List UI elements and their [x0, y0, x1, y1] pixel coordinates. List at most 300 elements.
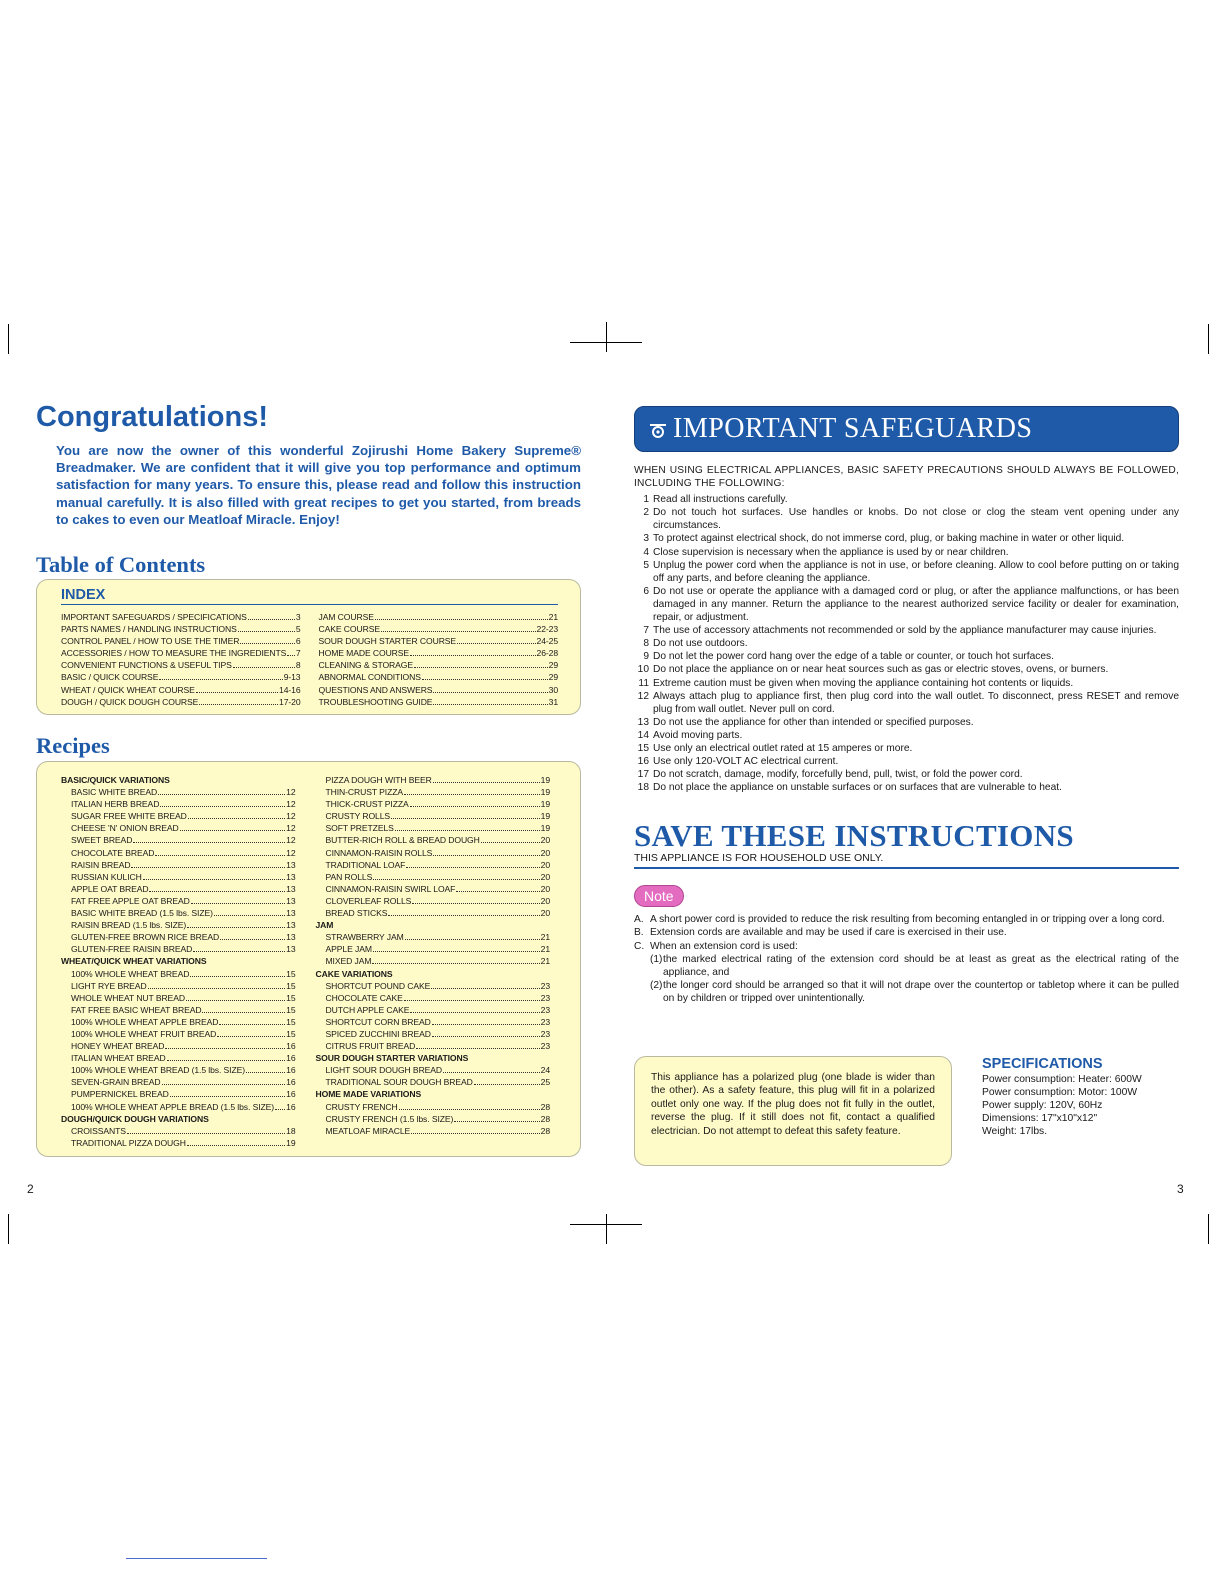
toc-page-number: 15: [286, 980, 296, 991]
toc-dot-leader: [219, 1024, 285, 1025]
specifications-list: [982, 1073, 1182, 1138]
toc-page-number: 13: [286, 920, 296, 931]
toc-entry-title: APPLE JAM: [325, 944, 372, 955]
save-instructions-title: SAVE THESE INSTRUCTIONS: [634, 818, 1074, 854]
toc-entry-title: GLUTEN-FREE RAISIN BREAD: [71, 944, 193, 955]
toc-entry-title: THICK-CRUST PIZZA: [325, 799, 409, 810]
toc-entry: [316, 1004, 551, 1016]
toc-dot-leader: [404, 794, 540, 795]
toc-page-number: 13: [286, 859, 296, 870]
safeguard-text: The use of accessory attachments not recommended or sold by the appliance manufacturer may cause injuries.: [653, 625, 1157, 637]
toc-page-number: 21: [540, 932, 550, 943]
toc-page-number: 16: [286, 1101, 296, 1112]
toc-dot-leader: [373, 879, 539, 880]
toc-entry: [316, 1064, 551, 1076]
toc-entry: [61, 907, 296, 919]
toc-entry: [61, 786, 296, 798]
toc-entry: [319, 659, 559, 671]
toc-dot-leader: [275, 1109, 285, 1110]
safeguard-text: Close supervision is necessary when the appliance is used by or near children.: [653, 546, 1009, 558]
toc-page-number: 23: [540, 1016, 550, 1027]
toc-page-number: 22-23: [536, 624, 558, 635]
toc-page-number: 15: [286, 968, 296, 979]
toc-entry: [319, 635, 559, 647]
toc-entry-title: PARTS NAMES / HANDLING INSTRUCTIONS: [61, 624, 237, 635]
toc-entry: [316, 943, 551, 955]
toc-entry-title: CHOCOLATE BREAD: [71, 847, 155, 858]
toc-dot-leader: [456, 891, 539, 892]
note-item: B. Extension cords are available and may be used if care is exercised in their use.: [634, 926, 1179, 939]
toc-entry-title: PIZZA DOUGH WITH BEER: [325, 775, 432, 786]
toc-entry: [319, 684, 559, 696]
toc-dot-leader: [395, 830, 540, 831]
toc-entry-title: PUMPERNICKEL BREAD: [71, 1089, 169, 1100]
toc-entry-title: MIXED JAM: [325, 956, 372, 967]
specifications-title: SPECIFICATIONS: [982, 1056, 1103, 1072]
toc-entry: [316, 1076, 551, 1088]
zojirushi-logo-icon: [647, 418, 669, 440]
toc-dot-leader: [220, 939, 285, 940]
safeguards-banner: [634, 406, 1179, 452]
toc-entry-title: TRADITIONAL PIZZA DOUGH: [71, 1137, 186, 1148]
safeguard-item: [634, 742, 1179, 755]
toc-dot-leader: [416, 1048, 539, 1049]
toc-dot-leader: [191, 903, 285, 904]
crop-mark: [8, 324, 9, 354]
toc-page-number: 29: [548, 660, 558, 671]
toc-dot-leader: [238, 631, 295, 632]
toc-entry: [316, 859, 551, 871]
note-b: Extension cords are available and may be used if care is exercised in their use.: [650, 927, 1007, 939]
safeguard-number: 6: [643, 585, 649, 597]
toc-entry-title: 100% WHOLE WHEAT APPLE BREAD: [71, 1016, 219, 1027]
toc-page-number: 13: [286, 908, 296, 919]
toc-page-number: 25: [540, 1077, 550, 1088]
toc-dot-leader: [474, 1084, 540, 1085]
toc-entry-title: JAM: [315, 920, 334, 931]
safeguards-title: IMPORTANT SAFEGUARDS: [673, 413, 1033, 444]
toc-entry-title: RAISIN BREAD (1.5 lbs. SIZE): [71, 920, 187, 931]
toc-entry-title: CRUSTY FRENCH (1.5 lbs. SIZE): [325, 1113, 454, 1124]
toc-page-number: 7: [295, 648, 301, 659]
toc-entry-title: GLUTEN-FREE BROWN RICE BREAD: [71, 932, 220, 943]
toc-entry: [61, 684, 301, 696]
safeguard-number: 4: [643, 546, 649, 558]
toc-entry-title: PAN ROLLS: [325, 871, 373, 882]
safeguard-number: 17: [637, 769, 649, 781]
toc-entry-title: BASIC WHITE BREAD (1.5 lbs. SIZE): [71, 908, 213, 919]
toc-page-number: 21: [548, 612, 558, 623]
toc-entry: [316, 1125, 551, 1137]
safeguard-item: [634, 663, 1179, 676]
toc-dot-leader: [248, 619, 295, 620]
toc-dot-leader: [133, 842, 285, 843]
toc-entry: [61, 883, 296, 895]
toc-dot-leader: [233, 667, 295, 668]
toc-dot-leader: [131, 867, 285, 868]
toc-dot-leader: [433, 782, 540, 783]
toc-dot-leader: [433, 692, 547, 693]
toc-entry-title: ACCESSORIES / HOW TO MEASURE THE INGREDIENTS: [61, 648, 287, 659]
toc-entry-title: TRADITIONAL LOAF: [325, 859, 406, 870]
toc-entry-title: TRADITIONAL SOUR DOUGH BREAD: [325, 1077, 473, 1088]
toc-entry-title: SHORTCUT CORN BREAD: [325, 1016, 431, 1027]
safeguard-item: [634, 532, 1179, 545]
safeguard-item: [634, 729, 1179, 742]
toc-page-number: 28: [540, 1101, 550, 1112]
safeguard-item: [634, 637, 1179, 650]
note-c2: the longer cord should be arranged so that it will not drape over the countertop or tabletop where it can be pulled on by children or tripped over unintentionally.: [663, 979, 1179, 1004]
toc-page-number: 16: [286, 1053, 296, 1064]
toc-dot-leader: [422, 679, 548, 680]
toc-dot-leader: [196, 692, 278, 693]
safeguard-text: Unplug the power cord when the appliance is not in use, or before cleaning. Allow to cool before putting on or taking off any parts, and before cleaning the appliance.: [653, 559, 1179, 584]
toc-entry-title: SHORTCUT POUND CAKE: [325, 980, 431, 991]
toc-dot-leader: [433, 704, 547, 705]
note-c: When an extension cord is used:: [650, 940, 798, 952]
toc-entry-title: IMPORTANT SAFEGUARDS / SPECIFICATIONS: [61, 612, 247, 623]
toc-entry: [61, 980, 296, 992]
toc-entry-title: THIN-CRUST PIZZA: [325, 787, 403, 798]
toc-page-number: 12: [286, 835, 296, 846]
safeguard-item: [634, 690, 1179, 716]
toc-entry-title: DOUGH / QUICK DOUGH COURSE: [61, 696, 199, 707]
toc-page-number: 20: [540, 859, 550, 870]
safeguard-number: 12: [637, 690, 649, 702]
toc-page-number: 23: [540, 980, 550, 991]
toc-entry-title: SOUR DOUGH STARTER VARIATIONS: [315, 1053, 469, 1064]
safeguard-text: Do not touch hot surfaces. Use handles or knobs. Do not close or clog the steam vent opening under any circumstances.: [653, 507, 1179, 532]
safeguard-item: [634, 506, 1179, 532]
toc-entry: [316, 931, 551, 943]
toc-dot-leader: [457, 643, 535, 644]
toc-dot-leader: [404, 1000, 540, 1001]
safeguard-text: Use only 120-VOLT AC electrical current.: [653, 756, 839, 768]
page-number-left: 2: [27, 1182, 34, 1196]
toc-page-number: 5: [295, 624, 301, 635]
toc-dot-leader: [158, 794, 285, 795]
toc-entry: [61, 810, 296, 822]
toc-dot-leader: [240, 643, 294, 644]
toc-dot-leader: [199, 704, 278, 705]
left-page: [36, 400, 581, 1157]
toc-page-number: 16: [286, 1041, 296, 1052]
toc-entry: [61, 859, 296, 871]
toc-entry: [316, 1028, 551, 1040]
index-right-column: [319, 611, 559, 708]
toc-page-number: 20: [540, 835, 550, 846]
toc-entry-title: ABNORMAL CONDITIONS: [318, 672, 421, 683]
spec-line: Dimensions: 17"x10"x12": [982, 1113, 1098, 1125]
toc-page-number: 18: [286, 1125, 296, 1136]
toc-page-number: 19: [540, 811, 550, 822]
toc-dot-leader: [410, 1012, 539, 1013]
toc-dot-leader: [431, 988, 539, 989]
safeguard-text: Do not scratch, damage, modify, forcefully bend, pull, twist, or fold the power cord.: [653, 769, 1023, 781]
toc-entry: [61, 798, 296, 810]
toc-page-number: 13: [286, 944, 296, 955]
toc-entry-title: CRUSTY FRENCH: [325, 1101, 398, 1112]
toc-dot-leader: [202, 1012, 285, 1013]
toc-page-number: 13: [286, 871, 296, 882]
toc-entry: [316, 1040, 551, 1052]
toc-page-number: 24-25: [536, 636, 558, 647]
toc-entry-title: BASIC / QUICK COURSE: [61, 672, 159, 683]
toc-dot-leader: [186, 1000, 285, 1001]
toc-entry: [319, 696, 559, 708]
toc-entry-title: SPICED ZUCCHINI BREAD: [325, 1028, 431, 1039]
recipes-title: Recipes: [36, 733, 110, 759]
safeguards-list: [634, 493, 1179, 794]
toc-entry-title: HONEY WHEAT BREAD: [71, 1041, 165, 1052]
toc-entry-title: APPLE OAT BREAD: [71, 883, 149, 894]
toc-entry-title: CAKE VARIATIONS: [315, 968, 393, 979]
index-left-column: [61, 611, 301, 708]
toc-page-number: 13: [286, 895, 296, 906]
safeguard-number: 11: [638, 677, 649, 689]
safety-intro: WHEN USING ELECTRICAL APPLIANCES, BASIC SAFETY PRECAUTIONS SHOULD ALWAYS BE FOLLOWED, INCLUDING THE FOLLOWING:: [634, 465, 1179, 490]
toc-page-number: 19: [540, 787, 550, 798]
safeguard-text: To protect against electrical shock, do not immerse cord, plug, or baking machine in water or other liquid.: [653, 533, 1125, 545]
toc-page-number: 21: [540, 944, 550, 955]
safeguard-text: Do not use the appliance for other than intended or specified purposes.: [653, 716, 974, 728]
toc-dot-leader: [412, 903, 539, 904]
toc-entry: [61, 647, 301, 659]
toc-dot-leader: [414, 667, 548, 668]
toc-entry-title: DOUGH/QUICK DOUGH VARIATIONS: [61, 1113, 209, 1124]
toc-title: Table of Contents: [36, 552, 206, 578]
spec-line: Power consumption: Motor: 100W: [982, 1087, 1138, 1099]
toc-dot-leader: [165, 1048, 285, 1049]
toc-dot-leader: [287, 655, 295, 656]
polarized-plug-box: [634, 1056, 952, 1166]
toc-section-heading: [316, 968, 551, 980]
toc-entry-title: FAT FREE APPLE OAT BREAD: [71, 895, 190, 906]
toc-entry: [316, 871, 551, 883]
toc-entry: [319, 611, 559, 623]
toc-entry: [316, 834, 551, 846]
toc-dot-leader: [155, 855, 285, 856]
toc-entry: [61, 1125, 296, 1137]
toc-entry: [61, 871, 296, 883]
toc-dot-leader: [433, 855, 539, 856]
toc-page-number: 15: [286, 992, 296, 1003]
safeguard-text: Do not use outdoors.: [653, 638, 748, 650]
toc-page-number: 16: [286, 1065, 296, 1076]
toc-section-heading: [316, 919, 551, 931]
toc-entry-title: CRUSTY ROLLS: [325, 811, 391, 822]
toc-page-number: 23: [540, 1028, 550, 1039]
safeguard-item: [634, 559, 1179, 585]
toc-entry: [61, 847, 296, 859]
toc-page-number: 12: [286, 823, 296, 834]
toc-dot-leader: [411, 1133, 539, 1134]
toc-entry: [61, 1064, 296, 1076]
toc-entry: [61, 671, 301, 683]
spec-line: Power supply: 120V, 60Hz: [982, 1100, 1103, 1112]
toc-entry-title: 100% WHOLE WHEAT BREAD: [71, 968, 190, 979]
note-badge: Note: [634, 885, 684, 907]
toc-entry-title: WHEAT/QUICK WHEAT VARIATIONS: [61, 956, 207, 967]
right-page: [634, 406, 1179, 1138]
toc-entry-title: BASIC WHITE BREAD: [71, 787, 158, 798]
toc-page-number: 19: [540, 799, 550, 810]
toc-entry: [316, 1113, 551, 1125]
safeguard-text: Do not place the appliance on or near heat sources such as gas or electric stoves, ovens, or burners.: [653, 664, 1109, 676]
toc-dot-leader: [190, 976, 285, 977]
toc-page-number: 14-16: [279, 684, 301, 695]
toc-entry: [316, 1016, 551, 1028]
note-c1: the marked electrical rating of the extension cord should be at least as great as the electrical rating of the appliance, and: [663, 953, 1179, 978]
note-item: A. A short power cord is provided to reduce the risk resulting from becoming entangled in or tripping over a long cord.: [634, 913, 1179, 926]
toc-entry-title: 100% WHOLE WHEAT APPLE BREAD (1.5 lbs. SIZE): [71, 1101, 275, 1112]
toc-dot-leader: [160, 806, 285, 807]
toc-entry-title: ITALIAN HERB BREAD: [71, 799, 160, 810]
toc-dot-leader: [246, 1072, 285, 1073]
note-list: [634, 913, 1179, 1005]
safeguard-number: 8: [643, 638, 649, 650]
safeguard-item: [634, 755, 1179, 768]
toc-section-heading: [61, 955, 296, 967]
toc-entry: [319, 671, 559, 683]
toc-entry: [61, 1076, 296, 1088]
toc-entry-title: SEVEN-GRAIN BREAD: [71, 1077, 161, 1088]
toc-entry: [61, 834, 296, 846]
toc-dot-leader: [443, 1072, 540, 1073]
toc-dot-leader: [187, 1145, 285, 1146]
toc-page-number: 12: [286, 847, 296, 858]
toc-page-number: 3: [295, 612, 301, 623]
safeguard-number: 2: [643, 507, 649, 519]
toc-entry: [61, 931, 296, 943]
toc-entry-title: LIGHT SOUR DOUGH BREAD: [325, 1065, 443, 1076]
toc-entry: [316, 1101, 551, 1113]
toc-page-number: 19: [540, 823, 550, 834]
recipes-columns: [61, 774, 550, 1149]
toc-page-number: 29: [548, 672, 558, 683]
toc-dot-leader: [214, 915, 285, 916]
toc-page-number: 12: [286, 799, 296, 810]
toc-entry-title: MEATLOAF MIRACLE: [325, 1125, 411, 1136]
toc-dot-leader: [148, 988, 286, 989]
toc-entry-title: CROISSANTS: [71, 1125, 126, 1136]
toc-entry: [61, 1004, 296, 1016]
safeguard-item: [634, 781, 1179, 794]
toc-dot-leader: [162, 1084, 286, 1085]
safeguard-item: [634, 768, 1179, 781]
toc-dot-leader: [149, 891, 285, 892]
safeguard-number: 7: [643, 625, 649, 637]
toc-page-number: 20: [540, 847, 550, 858]
toc-entry-title: BUTTER-RICH ROLL & BREAD DOUGH: [325, 835, 480, 846]
toc-dot-leader: [127, 1133, 285, 1134]
toc-page-number: 21: [540, 956, 550, 967]
toc-entry: [316, 980, 551, 992]
toc-page-number: 23: [540, 1004, 550, 1015]
toc-entry: [316, 774, 551, 786]
toc-entry: [61, 1052, 296, 1064]
note-sub-item: (1) the marked electrical rating of the extension cord should be at least as great as the electrical rating of the appliance, and: [650, 953, 1179, 978]
toc-page-number: 12: [286, 811, 296, 822]
toc-page-number: 16: [286, 1089, 296, 1100]
toc-entry: [316, 822, 551, 834]
toc-entry: [61, 1028, 296, 1040]
toc-entry: [316, 955, 551, 967]
safeguard-item: [634, 624, 1179, 637]
toc-page-number: 17-20: [279, 696, 301, 707]
safeguard-text: Use only an electrical outlet rated at 15 amperes or more.: [653, 742, 913, 754]
toc-dot-leader: [388, 915, 539, 916]
toc-entry: [61, 659, 301, 671]
note-a: A short power cord is provided to reduce the risk resulting from becoming entangled in or tripping over a long cord.: [650, 914, 1165, 926]
safeguard-item: [634, 546, 1179, 559]
safeguard-text: Extreme caution must be given when moving the appliance containing hot contents or liquids.: [653, 677, 1074, 689]
toc-dot-leader: [410, 806, 540, 807]
recipes-box: [36, 761, 581, 1157]
safeguard-item: [634, 650, 1179, 663]
toc-dot-leader: [143, 879, 285, 880]
safeguard-number: 9: [643, 651, 649, 663]
toc-page-number: 26-28: [536, 648, 558, 659]
toc-dot-leader: [180, 830, 286, 831]
toc-entry-title: CITRUS FRUIT BREAD: [325, 1041, 416, 1052]
toc-entry: [61, 611, 301, 623]
toc-entry-title: RUSSIAN KULICH: [71, 871, 142, 882]
toc-dot-leader: [159, 679, 282, 680]
toc-entry: [61, 1088, 296, 1100]
toc-dot-leader: [381, 631, 536, 632]
toc-entry-title: SOUR DOUGH STARTER COURSE: [318, 636, 457, 647]
toc-dot-leader: [217, 1036, 285, 1037]
safeguard-number: 18: [637, 782, 649, 794]
toc-entry: [61, 1137, 296, 1149]
toc-section-heading: [61, 1113, 296, 1125]
spec-line: Power consumption: Heater: 600W: [982, 1074, 1142, 1085]
toc-entry-title: FAT FREE BASIC WHEAT BREAD: [71, 1004, 202, 1015]
footer-rule: [126, 1558, 267, 1559]
toc-page-number: 8: [295, 660, 301, 671]
toc-entry: [61, 1040, 296, 1052]
toc-entry: [316, 810, 551, 822]
toc-entry: [316, 847, 551, 859]
specifications: [982, 1056, 1182, 1138]
safeguard-number: 10: [637, 664, 649, 676]
toc-entry-title: CONVENIENT FUNCTIONS & USEFUL TIPS: [61, 660, 232, 671]
toc-entry-title: RAISIN BREAD: [71, 859, 131, 870]
toc-entry: [61, 696, 301, 708]
toc-dot-leader: [432, 1024, 540, 1025]
toc-page-number: 28: [540, 1113, 550, 1124]
safeguard-item: [634, 677, 1179, 690]
safeguard-number: 5: [643, 559, 649, 571]
toc-entry-title: JAM COURSE: [318, 612, 374, 623]
toc-entry-title: CINNAMON-RAISIN ROLLS: [325, 847, 433, 858]
toc-section-heading: [61, 774, 296, 786]
toc-page-number: 19: [286, 1137, 296, 1148]
toc-page-number: 6: [295, 636, 301, 647]
safeguard-item: [634, 493, 1179, 506]
toc-page-number: 16: [286, 1077, 296, 1088]
toc-entry: [61, 943, 296, 955]
toc-entry-title: TROUBLESHOOTING GUIDE: [318, 696, 433, 707]
toc-page-number: 15: [286, 1028, 296, 1039]
toc-page-number: 20: [540, 871, 550, 882]
toc-page-number: 13: [286, 932, 296, 943]
recipes-right-column: [316, 774, 551, 1149]
toc-entry: [319, 623, 559, 635]
note-sub-item: (2) the longer cord should be arranged so that it will not drape over the countertop or tabletop where it can be pulled on by children or tripped over unintentionally.: [650, 979, 1179, 1004]
toc-entry-title: SUGAR FREE WHITE BREAD: [71, 811, 187, 822]
